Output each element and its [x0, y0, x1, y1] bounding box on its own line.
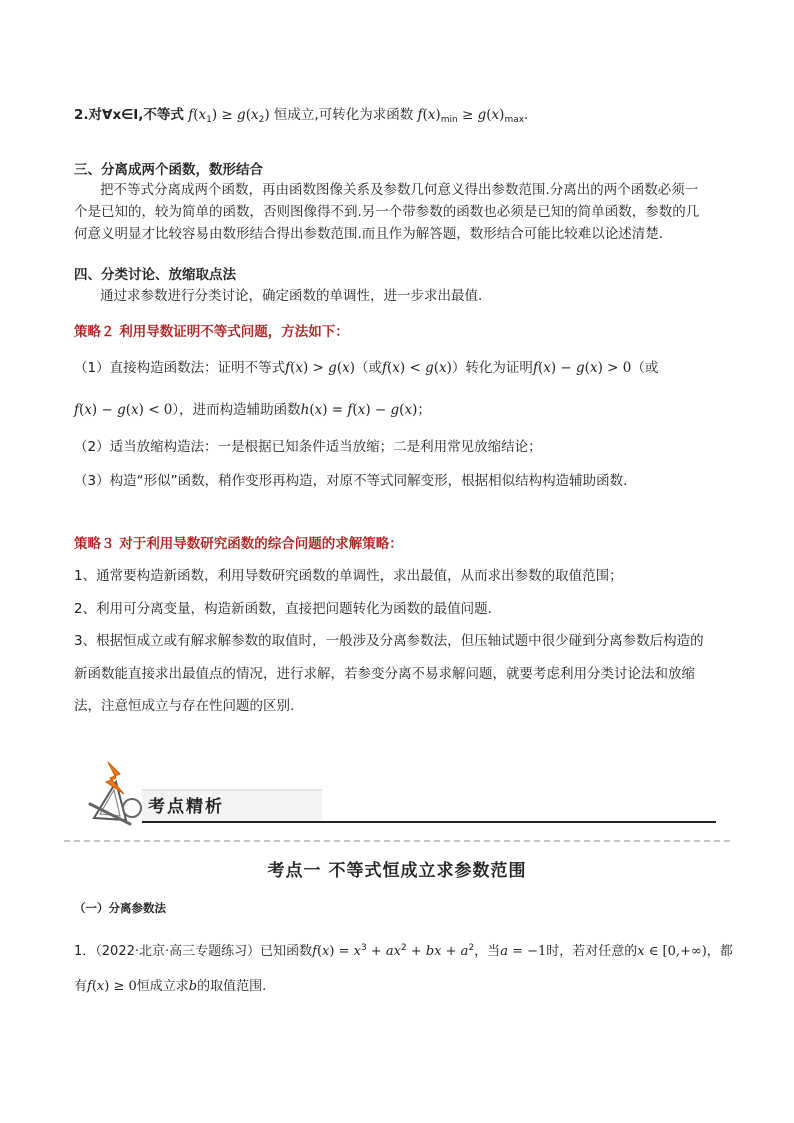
section-4-line-1: 通过求参数进行分类讨论，确定函数的单调性，进一步求出最值.	[100, 288, 483, 304]
section-4-title: 四、分类讨论、放缩取点法	[74, 267, 236, 283]
strategy-2-title: 策略２ 利用导数证明不等式问题，方法如下：	[74, 324, 349, 340]
strategy-2-item-3: （3）构造“形似”函数，稍作变形再构造，对原不等式同解变形，根据相似结构构造辅助函数.	[74, 473, 628, 489]
key-points-banner	[86, 760, 726, 830]
section-3-title: 三、分离成两个函数，数形结合	[74, 162, 263, 178]
strategy-3-point-1: 1、通常要构造新函数，利用导数研究函数的单调性，求出最值，从而求出参数的取值范围；	[74, 568, 623, 584]
strategy-3-point-2: 2、利用可分离变量，构造新函数，直接把问题转化为函数的最值问题.	[74, 601, 492, 617]
problem-1-line-2: 有f(x) ≥ 0恒成立求b的取值范围.	[74, 979, 267, 994]
strategy-2-item-1-cont: f(x) − g(x) < 0），进而构造辅助函数h(x) = f(x) − g(x)；	[74, 402, 431, 418]
section-3-line-1: 把不等式分离成两个函数，再由函数图像关系及参数几何意义得出参数范围.分离出的两个函数必须一	[100, 182, 699, 198]
section-title: 考点一 不等式恒成立求参数范围	[267, 861, 527, 881]
strategy-2-item-1: （1）直接构造函数法：证明不等式f(x) > g(x)（或f(x) < g(x)）转化为证明f(x) − g(x) > 0（或	[74, 360, 659, 376]
strategy-3-point-3-line-3: 法，注意恒成立与存在性问题的区别.	[74, 698, 295, 714]
geometry-tools-icon	[90, 762, 141, 824]
subsection-title: （一）分离参数法	[74, 901, 166, 915]
strategy-3-point-3-line-1: 3、根据恒成立或有解求解参数的取值时，一般涉及分离参数法，但压轴试题中很少碰到分离参数后构造的	[74, 633, 704, 649]
strategy-3-title: 策略３ 对于利用导数研究函数的综合问题的求解策略：	[74, 536, 403, 552]
statement-2: 2.对∀x∈I,不等式 $f(x_1) \ge g(x_2)$ 恒成立,可转化为求函数 $f(x)_{min} \ge g(x)_{max}$.	[74, 107, 529, 125]
banner-label: 考点精析	[148, 797, 224, 817]
strategy-2-item-2: （2）适当放缩构造法：一是根据已知条件适当放缩；二是利用常见放缩结论；	[74, 439, 542, 455]
problem-1-line-1: 1．（2022·北京·高三专题练习）已知函数$f(x) = x^3 + ax^2$ + bx + $a^2$，当a = −1时，若对任意的x ∈ [0,+∞)，都	[74, 943, 733, 959]
section-3-line-2: 个是已知的，较为简单的函数，否则图像得不到.另一个带参数的函数也必须是已知的简单函数，参数的几	[74, 204, 700, 220]
strategy-3-point-3-line-2: 新函数能直接求出最值点的情况，进行求解，若参变分离不易求解问题，就要考虑利用分类讨论法和放缩	[74, 666, 695, 682]
divider	[64, 840, 730, 842]
section-3-line-3: 何意义明显才比较容易由数形结合得出参数范围.而且作为解答题，数形结合可能比较难以论述清楚.	[74, 226, 664, 242]
